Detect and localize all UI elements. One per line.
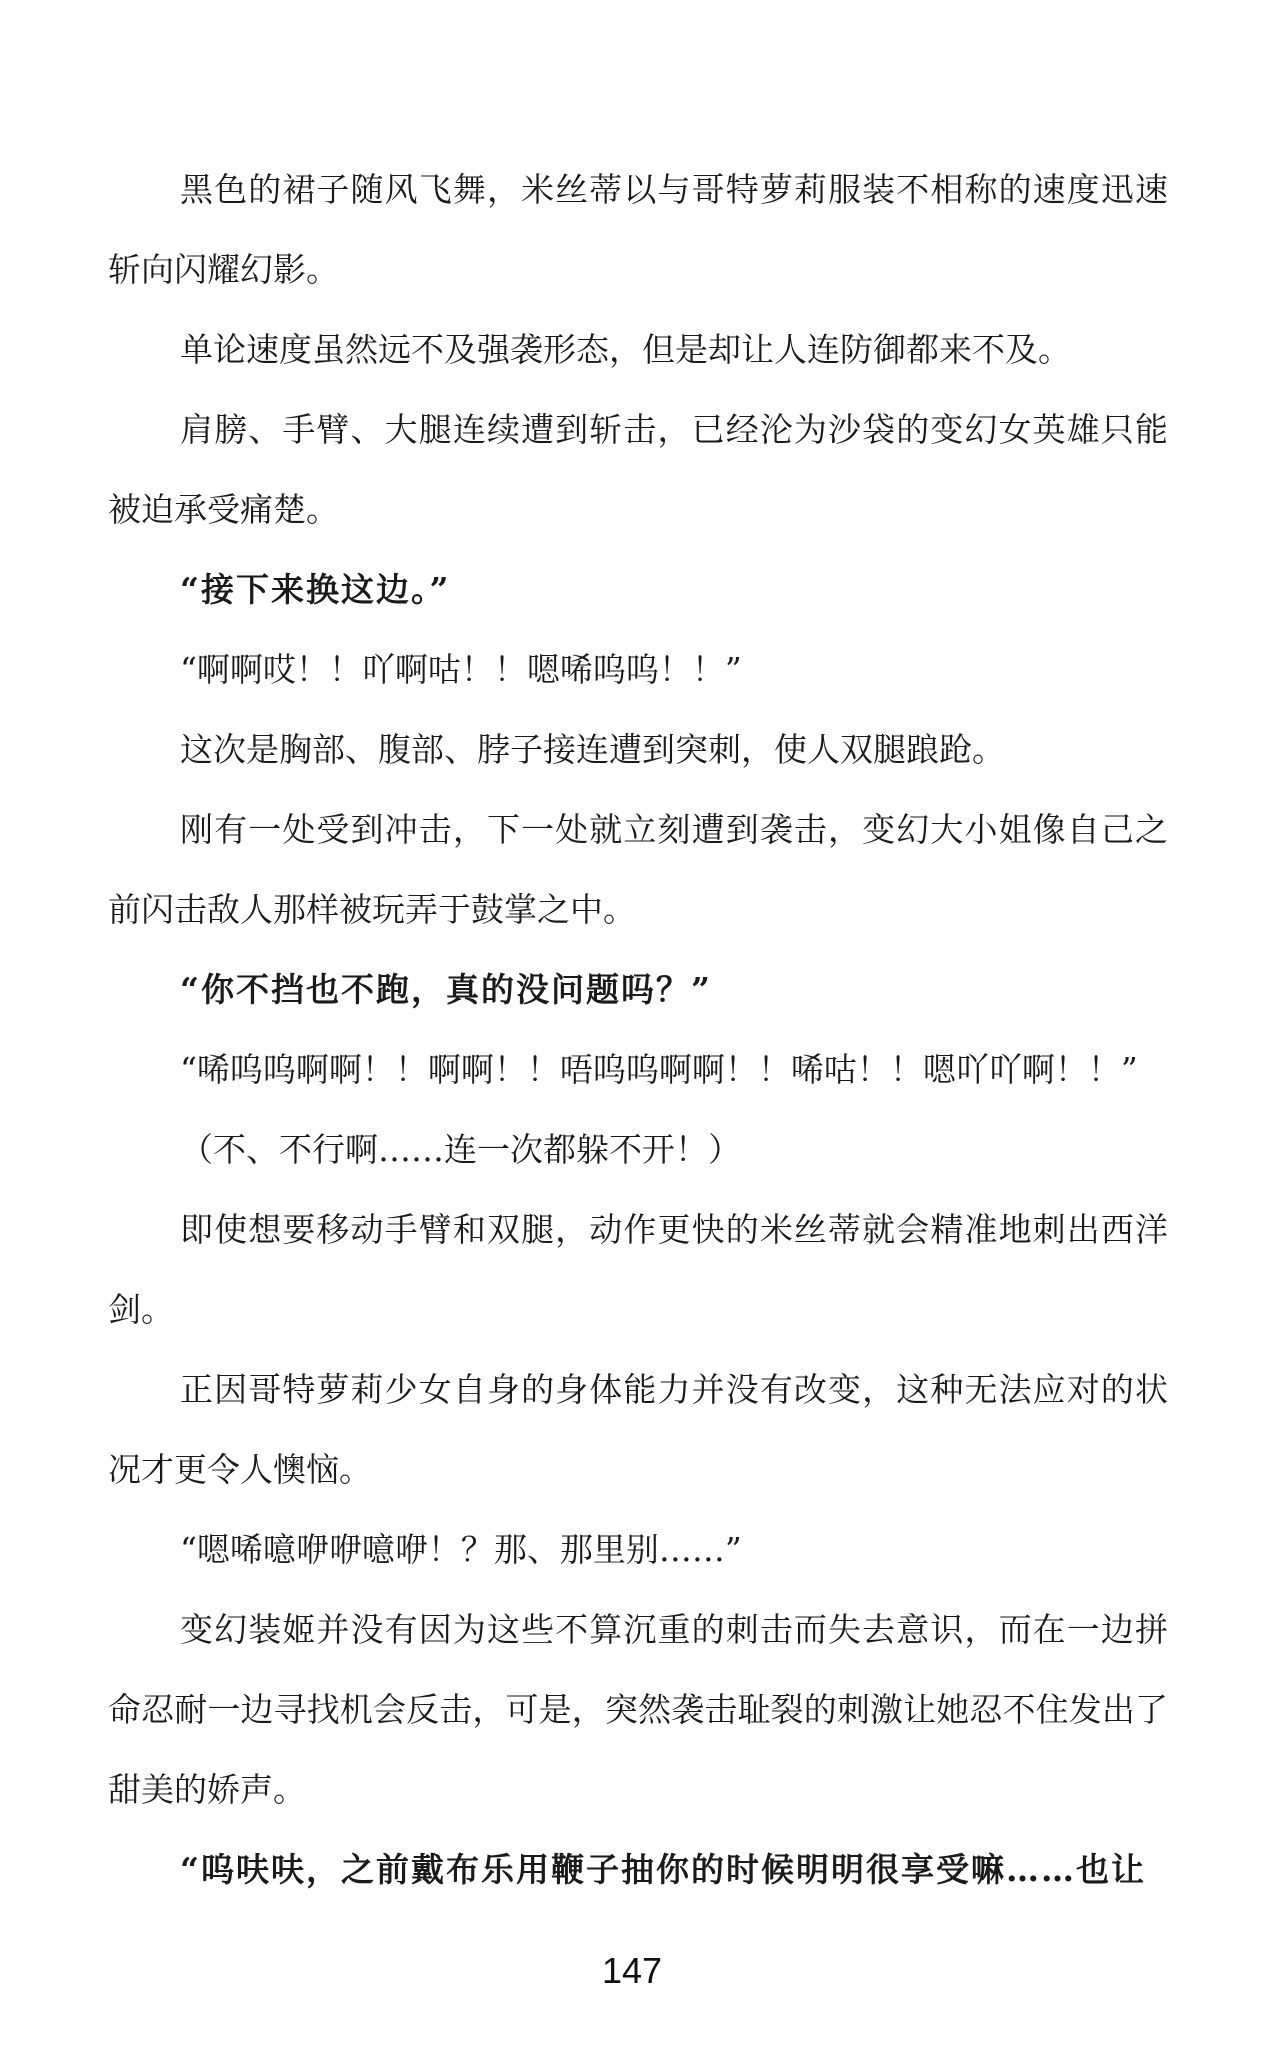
dialogue-heroine-3: “嗯唏噫咿咿噫咿！？那、那里别……” bbox=[180, 1530, 742, 1569]
paragraph-3: 肩膀、手臂、大腿连续遭到斩击，已经沦为沙袋的变幻女英雄只能被迫承受痛楚。 bbox=[108, 410, 1168, 529]
paragraph-2: 单论速度虽然远不及强袭形态，但是却让人连防御都来不及。 bbox=[180, 330, 1071, 369]
inner-thought: （不、不行啊……连一次都躲不开！） bbox=[180, 1130, 741, 1169]
dialogue-heroine-1: “啊啊哎！！吖啊咕！！嗯唏呜呜！！” bbox=[180, 650, 742, 689]
dialogue-misty-1: “接下来换这边。” bbox=[180, 570, 451, 609]
paragraph-7: 刚有一处受到冲击，下一处就立刻遭到袭击，变幻大小姐像自己之前闪击敌人那样被玩弄于鼓掌之中。 bbox=[108, 810, 1168, 929]
paragraph-12: 正因哥特萝莉少女自身的身体能力并没有改变，这种无法应对的状况才更令人懊恼。 bbox=[108, 1370, 1168, 1489]
paragraph-11: 即使想要移动手臂和双腿，动作更快的米丝蒂就会精准地刺出西洋剑。 bbox=[108, 1210, 1168, 1329]
dialogue-misty-3: “呜呋呋，之前戴布乐用鞭子抽你的时候明明很享受嘛……也让 bbox=[180, 1850, 1146, 1889]
dialogue-misty-2: “你不挡也不跑，真的没问题吗？” bbox=[180, 970, 712, 1009]
page-body bbox=[108, 150, 1168, 1910]
dialogue-heroine-2: “唏呜呜啊啊！！啊啊！！唔呜呜啊啊！！唏咕！！嗯吖吖啊！！” bbox=[180, 1050, 1138, 1089]
paragraph-6: 这次是胸部、腹部、脖子接连遭到突刺，使人双腿踉跄。 bbox=[180, 730, 1005, 769]
paragraph-14: 变幻装姬并没有因为这些不算沉重的刺击而失去意识，而在一边拼命忍耐一边寻找机会反击，可是，突然袭击耻裂的刺激让她忍不住发出了甜美的娇声。 bbox=[108, 1610, 1168, 1809]
page-number: 147 bbox=[601, 1950, 663, 1991]
paragraph-1: 黑色的裙子随风飞舞，米丝蒂以与哥特萝莉服装不相称的速度迅速斩向闪耀幻影。 bbox=[108, 170, 1168, 289]
